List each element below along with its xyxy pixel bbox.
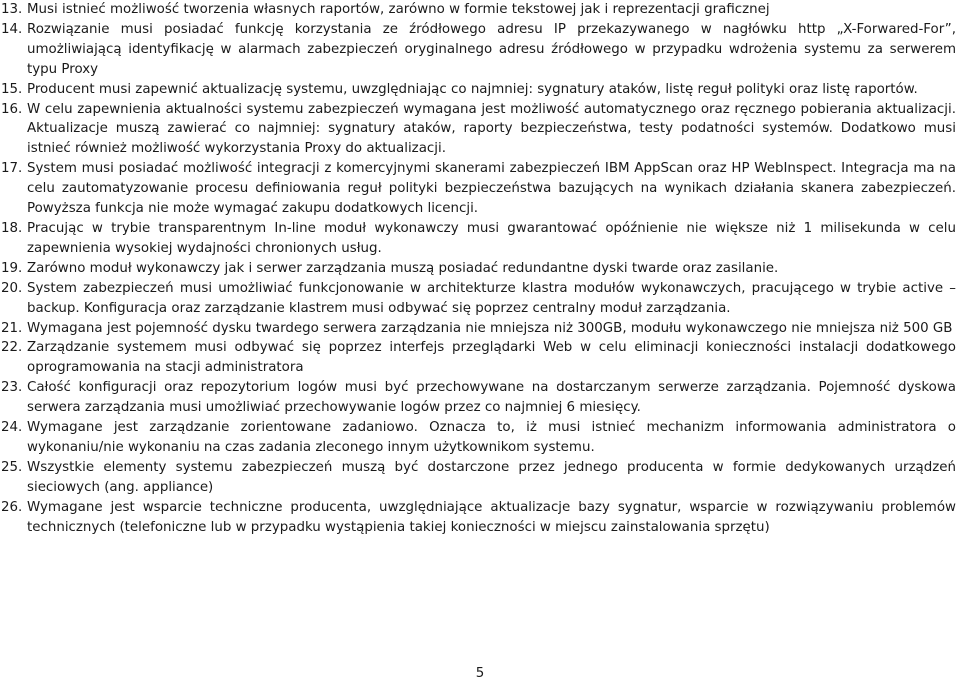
list-item-number: 18. — [1, 220, 23, 236]
list-item-number: 19. — [1, 260, 23, 276]
list-item-17 — [0, 159, 956, 219]
list-item-24 — [0, 418, 956, 458]
list-item-text: Zarządzanie systemem musi odbywać się poprzez interfejs przeglądarki Web w celu eliminacji konieczności instalacji dodatkowego oprogramowania na stacji administratora — [27, 340, 956, 376]
list-item-text: Wymagana jest pojemność dysku twardego serwera zarządzania nie mniejsza niż 300GB, modułu wykonawczego nie mniejsza niż 500 GB — [27, 320, 953, 336]
list-item-number: 26. — [1, 499, 23, 515]
list-item-text: W celu zapewnienia aktualności systemu zabezpieczeń wymagana jest możliwość automatycznego oraz ręcznego pobierania aktualizacji. Aktualizacje muszą zawierać co najmniej: sygnatury ataków, raporty bezpieczeństwa, testy podatności systemów. Dodatkowo musi istnieć również możliwość wykorzystania Proxy do aktualizacji. — [27, 101, 956, 157]
list-item-16 — [0, 100, 956, 160]
list-item-21 — [0, 319, 956, 339]
list-item-20 — [0, 279, 956, 319]
list-item-number: 22. — [1, 340, 23, 356]
list-item-text: Zarówno moduł wykonawczy jak i serwer zarządzania muszą posiadać redundantne dyski twarde oraz zasilanie. — [27, 260, 779, 276]
list-item-number: 25. — [1, 459, 23, 475]
list-item-text: System zabezpieczeń musi umożliwiać funkcjonowanie w architekturze klastra modułów wykonawczych, pracującego w trybie active – backup. Konfiguracja oraz zarządzanie klastrem musi odbywać się poprzez centralny moduł zarządzania. — [27, 280, 956, 316]
list-item-text: Pracując w trybie transparentnym In-line moduł wykonawczy musi gwarantować opóźnienie nie większe niż 1 milisekunda w celu zapewnienia wysokiej wydajności chronionych usług. — [27, 220, 956, 256]
list-item-13 — [0, 0, 956, 20]
list-item-23 — [0, 378, 956, 418]
list-item-text: Rozwiązanie musi posiadać funkcję korzystania ze źródłowego adresu IP przekazywanego w nagłówku http „X-Forwared-For”, umożliwiającą identyfikację w alarmach zabezpieczeń oryginalnego adresu źródłowego w przypadku wdrożenia systemu za serwerem typu Proxy — [27, 21, 956, 77]
list-item-number: 17. — [1, 161, 23, 177]
list-item-number: 16. — [1, 101, 23, 117]
list-item-text: Całość konfiguracji oraz repozytorium logów musi być przechowywane na dostarczanym serwerze zarządzania. Pojemność dyskowa serwera zarządzania musi umożliwiać przechowywanie logów przez co najmniej 6 miesięcy. — [27, 380, 956, 416]
list-item-number: 24. — [1, 420, 23, 436]
list-item-15 — [0, 80, 956, 100]
list-item-14 — [0, 20, 956, 80]
list-item-25 — [0, 458, 956, 498]
list-item-number: 14. — [1, 21, 23, 37]
list-item-number: 23. — [1, 380, 23, 396]
list-item-text: Wymagane jest zarządzanie zorientowane zadaniowo. Oznacza to, iż musi istnieć mechanizm informowania administratora o wykonaniu/nie wykonaniu na czas zadania zleconego innym użytkownikom systemu. — [27, 420, 956, 455]
list-item-text: Musi istnieć możliwość tworzenia własnych raportów, zarówno w formie tekstowej jak i reprezentacji graficznej — [27, 2, 770, 17]
list-item-text: System musi posiadać możliwość integracji z komercyjnymi skanerami zabezpieczeń IBM AppScan oraz HP WebInspect. Integracja ma na celu zautomatyzowanie procesu definiowania reguł polityki bezpieczeństwa bazujących na wynikach działania skanera zabezpieczeń. Powyższa funkcja nie może wymagać zakupu dodatkowych licencji. — [27, 161, 956, 217]
page-number: 5 — [475, 666, 485, 681]
list-item-text: Wszystkie elementy systemu zabezpieczeń muszą być dostarczone przez jednego producenta w formie dedykowanych urządzeń sieciowych (ang. appliance) — [27, 459, 956, 495]
list-item-18 — [0, 219, 956, 259]
list-item-19 — [0, 259, 956, 279]
list-item-text: Wymagane jest wsparcie techniczne producenta, uwzględniające aktualizacje bazy sygnatur, wsparcie w rozwiązywaniu problemów technicznych (telefoniczne lub w przypadku wystąpienia takiej konieczności w miejscu zainstalowania sprzętu) — [27, 499, 956, 535]
list-item-number: 15. — [1, 81, 23, 97]
list-item-22 — [0, 338, 956, 378]
list-item-number: 21. — [1, 320, 23, 336]
list-item-26 — [0, 498, 956, 538]
list-item-text: Producent musi zapewnić aktualizację systemu, uwzględniając co najmniej: sygnatury ataków, listę reguł polityki oraz listę raportów. — [27, 81, 918, 97]
list-item-number: 13. — [1, 2, 23, 17]
list-item-number: 20. — [1, 280, 23, 296]
